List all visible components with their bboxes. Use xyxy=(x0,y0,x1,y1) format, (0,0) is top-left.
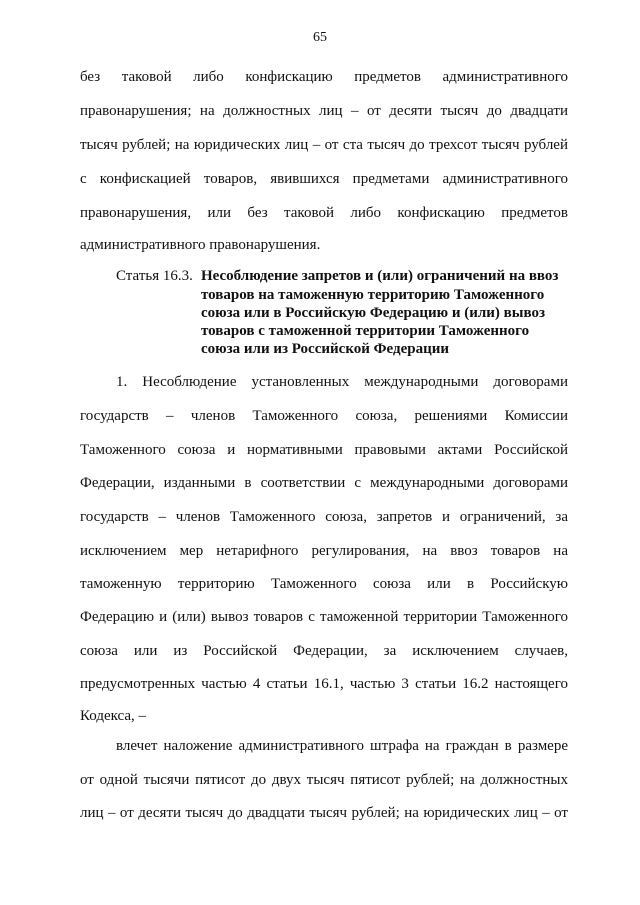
text-line: таможенную территорию Таможенного союза или в Российскую xyxy=(80,576,568,592)
article-label: Статья 16.3. xyxy=(116,268,193,284)
text-line: Таможенного союза и нормативными правовыми актами Российской xyxy=(80,442,568,458)
text-line: союза или из Российской Федерации, за исключением случаев, xyxy=(80,643,568,659)
text-line: от одной тысячи пятисот до двух тысяч пятисот рублей; на должностных xyxy=(80,772,568,788)
text-line: государств – членов Таможенного союза, решениями Комиссии xyxy=(80,408,568,424)
article-heading-line: Несоблюдение запретов и (или) ограничений на ввоз xyxy=(201,268,559,284)
article-heading-line: товаров с таможенной территории Таможенного xyxy=(201,323,530,339)
text-line: Федерации, изданными в соответствии с международными договорами xyxy=(80,475,568,491)
text-line: правонарушения, или без таковой либо конфискацию предметов xyxy=(80,205,568,221)
text-line: правонарушения; на должностных лиц – от десяти тысяч до двадцати xyxy=(80,103,568,119)
text-line: влечет наложение административного штрафа на граждан в размере xyxy=(116,738,568,754)
page-number: 65 xyxy=(313,30,327,45)
text-line: исключением мер нетарифного регулирования, на ввоз товаров на xyxy=(80,543,568,559)
text-line: предусмотренных частью 4 статьи 16.1, частью 3 статьи 16.2 настоящего xyxy=(80,676,568,692)
text-line: административного правонарушения. xyxy=(80,237,321,253)
text-line: государств – членов Таможенного союза, запретов и ограничений, за xyxy=(80,509,568,525)
text-line: Федерацию и (или) вывоз товаров с таможенной территории Таможенного xyxy=(80,609,568,625)
text-line: без таковой либо конфискацию предметов административного xyxy=(80,69,568,85)
text-line: 1. Несоблюдение установленных международными договорами xyxy=(116,374,568,390)
article-heading-line: товаров на таможенную территорию Таможенного xyxy=(201,287,545,303)
article-heading-line: союза или из Российской Федерации xyxy=(201,341,450,357)
article-heading-line: союза или в Российскую Федерацию и (или) вывоз xyxy=(201,305,545,321)
text-line: тысяч рублей; на юридических лиц – от ста тысяч до трехсот тысяч рублей xyxy=(80,137,568,153)
text-line: с конфискацией товаров, явившихся предметами административного xyxy=(80,171,568,187)
text-line: Кодекса, – xyxy=(80,708,147,724)
text-line: лиц – от десяти тысяч до двадцати тысяч рублей; на юридических лиц – от xyxy=(80,805,568,821)
